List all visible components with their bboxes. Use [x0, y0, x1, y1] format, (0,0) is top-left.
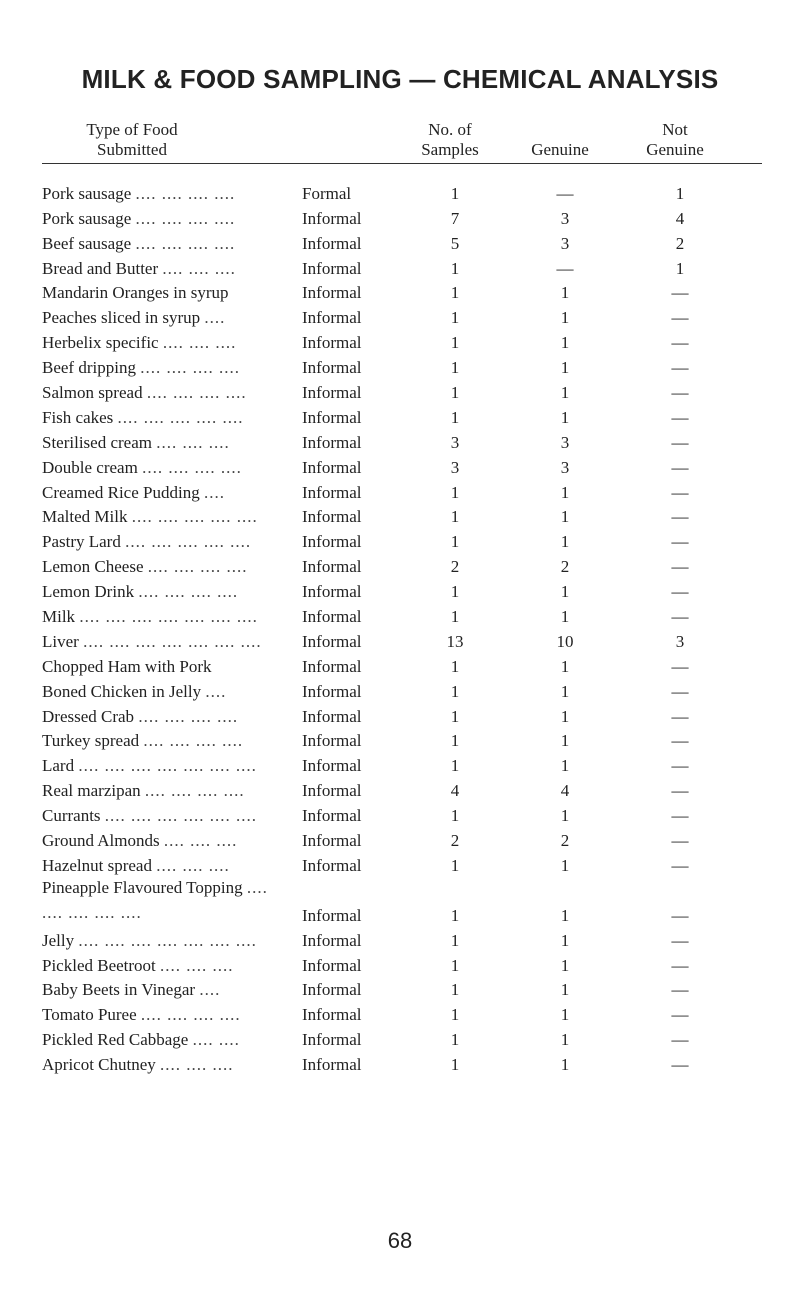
sample-kind: Informal	[302, 756, 362, 776]
leader-dots: .... .... .... ....	[147, 557, 248, 577]
leader-dots: .... .... ....	[162, 258, 236, 278]
samples-count: 1	[450, 607, 460, 627]
food-name: Fish cakes	[42, 407, 114, 427]
leader-dots: .... .... .... .... .... ....	[104, 806, 258, 826]
genuine-count: 1	[560, 806, 570, 826]
genuine-count: 1	[560, 582, 570, 602]
food-name: Boned Chicken in Jelly	[42, 681, 202, 701]
not-genuine-count: —	[671, 930, 689, 950]
sample-kind: Informal	[302, 607, 362, 627]
food-name: Double cream	[42, 457, 138, 477]
leader-dots: ....	[203, 482, 225, 502]
table-row	[0, 830, 800, 855]
genuine-count: 1	[560, 855, 570, 875]
not-genuine-count: —	[671, 333, 689, 353]
food-name: Baby Beets in Vinegar	[42, 980, 196, 1000]
food-name: Lard	[42, 756, 75, 776]
leader-dots: ....	[204, 308, 226, 328]
genuine-count: 1	[560, 706, 570, 726]
sample-kind: Informal	[302, 980, 362, 1000]
genuine-count: 3	[560, 208, 570, 228]
leader-dots: .... .... .... ....	[138, 582, 239, 602]
leader-dots: .... .... .... .... .... .... ....	[83, 631, 262, 651]
table-row	[0, 1004, 800, 1029]
table-row	[0, 233, 800, 258]
food-name: Currants	[42, 806, 101, 826]
food-name-cell	[42, 557, 288, 577]
food-name: Dressed Crab	[42, 706, 135, 726]
not-genuine-count: —	[671, 582, 689, 602]
leader-dots: .... .... ....	[162, 333, 237, 353]
sample-kind: Informal	[302, 831, 362, 851]
sample-kind: Informal	[302, 781, 362, 801]
table-row	[0, 980, 800, 1005]
sample-kind: Informal	[302, 955, 362, 975]
food-name: Liver	[42, 631, 79, 651]
samples-count: 1	[450, 308, 460, 328]
sample-kind: Informal	[302, 482, 362, 502]
sample-kind: Formal	[302, 183, 352, 203]
genuine-count: —	[556, 183, 574, 203]
header-type-line1: Type of Food	[86, 120, 178, 139]
food-name: Apricot Chutney	[42, 1055, 156, 1075]
leader-dots: .... .... ....	[156, 855, 230, 875]
food-name: Malted Milk	[42, 507, 128, 527]
samples-count: 1	[450, 731, 460, 751]
food-name: Tomato Puree	[42, 1005, 137, 1025]
table-row	[0, 631, 800, 656]
table-row	[0, 706, 800, 731]
page-title: MILK & FOOD SAMPLING — CHEMICAL ANALYSIS	[81, 64, 719, 94]
food-name-cell	[42, 458, 288, 478]
genuine-count: 1	[560, 756, 570, 776]
leader-dots: .... .... .... .... .... .... ....	[79, 607, 258, 627]
food-name: Turkey spread	[42, 731, 140, 751]
table-row	[0, 382, 800, 407]
food-name-cell	[42, 308, 288, 328]
food-name-cell	[42, 956, 288, 976]
food-name: Lemon Drink	[42, 582, 135, 602]
samples-count: 1	[450, 905, 460, 925]
not-genuine-count: —	[671, 507, 689, 527]
food-name-cell	[42, 259, 288, 279]
sample-kind: Informal	[302, 681, 362, 701]
leader-dots: .... .... .... ....	[142, 457, 242, 477]
genuine-count: 3	[560, 432, 570, 452]
sampling-table	[0, 183, 800, 1079]
samples-count: 4	[450, 781, 460, 801]
samples-count: 1	[450, 1055, 460, 1075]
food-name: Salmon spread	[42, 383, 143, 403]
genuine-count: 3	[560, 233, 570, 253]
table-row	[0, 307, 800, 332]
samples-count: 2	[450, 557, 460, 577]
food-name: Pickled Red Cabbage	[42, 1030, 189, 1050]
sample-kind: Informal	[302, 407, 362, 427]
samples-count: 1	[450, 582, 460, 602]
samples-count: 1	[450, 955, 460, 975]
sample-kind: Informal	[302, 731, 362, 751]
genuine-count: 1	[560, 532, 570, 552]
not-genuine-count: 1	[675, 258, 685, 278]
not-genuine-count: —	[671, 681, 689, 701]
food-name-cell	[42, 507, 288, 527]
not-genuine-count: —	[671, 482, 689, 502]
table-row	[0, 780, 800, 805]
leader-dots: .... .... .... ....	[135, 208, 236, 228]
not-genuine-count: —	[671, 756, 689, 776]
genuine-count: 4	[560, 781, 570, 801]
samples-count: 3	[450, 432, 460, 452]
food-name-cell	[42, 931, 288, 951]
genuine-count: 1	[560, 930, 570, 950]
leader-dots: .... .... .... ....	[143, 731, 244, 751]
not-genuine-count: —	[671, 955, 689, 975]
header-not-line2: Genuine	[646, 140, 704, 159]
table-row	[0, 1029, 800, 1054]
not-genuine-count: —	[671, 457, 689, 477]
genuine-count: 1	[560, 1055, 570, 1075]
genuine-count: 1	[560, 905, 570, 925]
food-name: Peaches sliced in syrup	[42, 308, 201, 328]
samples-count: 1	[450, 706, 460, 726]
leader-dots: .... .... .... ....	[144, 781, 245, 801]
not-genuine-count: 1	[675, 183, 685, 203]
header-genuine	[510, 140, 610, 160]
table-row	[0, 357, 800, 382]
table-row	[0, 556, 800, 581]
genuine-count: 1	[560, 681, 570, 701]
genuine-count: 1	[560, 358, 570, 378]
food-name: Pork sausage	[42, 183, 132, 203]
samples-count: 1	[450, 507, 460, 527]
header-type-of-food	[62, 120, 202, 160]
sample-kind: Informal	[302, 208, 362, 228]
not-genuine-count: —	[671, 432, 689, 452]
food-name: Pineapple Flavoured Topping	[42, 877, 243, 897]
header-type-line2: Submitted	[97, 140, 167, 159]
samples-count: 2	[450, 831, 460, 851]
genuine-count: 1	[560, 980, 570, 1000]
genuine-count: 1	[560, 1005, 570, 1025]
genuine-count: 2	[560, 831, 570, 851]
sample-kind: Informal	[302, 358, 362, 378]
not-genuine-count: —	[671, 308, 689, 328]
genuine-count: 1	[560, 482, 570, 502]
genuine-count: 1	[560, 607, 570, 627]
samples-count: 1	[450, 980, 460, 1000]
food-name-cell	[42, 1005, 288, 1025]
food-name-cell	[42, 831, 288, 851]
leader-dots: .... .... .... ....	[146, 383, 247, 403]
header-not-genuine	[620, 120, 730, 160]
samples-count: 1	[450, 482, 460, 502]
table-row	[0, 258, 800, 283]
header-no-line2: Samples	[421, 140, 479, 159]
leader-dots: .... ....	[192, 1030, 240, 1050]
food-name-cell	[42, 582, 288, 602]
food-name: Pastry Lard	[42, 532, 121, 552]
food-name-cell	[42, 731, 288, 751]
table-row	[0, 731, 800, 756]
table-row	[0, 656, 800, 681]
table-row	[0, 183, 800, 208]
sample-kind: Informal	[302, 905, 362, 925]
food-name-cell	[42, 333, 288, 353]
samples-count: 1	[450, 681, 460, 701]
header-genuine-label: Genuine	[531, 140, 589, 159]
table-row	[0, 208, 800, 233]
food-name-cell	[42, 632, 288, 652]
header-divider	[42, 163, 762, 164]
food-name: Herbelix specific	[42, 333, 159, 353]
table-row	[0, 877, 800, 930]
samples-count: 1	[450, 806, 460, 826]
leader-dots: .... .... .... .... ....	[117, 407, 244, 427]
genuine-count: 1	[560, 507, 570, 527]
food-name-cell	[42, 283, 288, 303]
not-genuine-count: —	[671, 781, 689, 801]
samples-count: 7	[450, 208, 460, 228]
not-genuine-count: 4	[675, 208, 685, 228]
food-name-cell	[42, 756, 288, 776]
food-name: Real marzipan	[42, 781, 141, 801]
sample-kind: Informal	[302, 582, 362, 602]
table-row	[0, 805, 800, 830]
table-row	[0, 581, 800, 606]
genuine-count: 1	[560, 283, 570, 303]
not-genuine-count: —	[671, 831, 689, 851]
food-name: Mandarin Oranges in syrup	[42, 283, 229, 303]
sample-kind: Informal	[302, 855, 362, 875]
genuine-count: 3	[560, 457, 570, 477]
table-row	[0, 930, 800, 955]
food-name-cell	[42, 806, 288, 826]
sample-kind: Informal	[302, 507, 362, 527]
leader-dots: .... .... ....	[160, 955, 234, 975]
sample-kind: Informal	[302, 432, 362, 452]
samples-count: 1	[450, 756, 460, 776]
sample-kind: Informal	[302, 333, 362, 353]
food-name-cell	[42, 607, 288, 627]
table-row	[0, 482, 800, 507]
table-row	[0, 332, 800, 357]
not-genuine-count: 3	[675, 631, 685, 651]
not-genuine-count: —	[671, 706, 689, 726]
food-name: Chopped Ham with Pork	[42, 656, 212, 676]
sample-kind: Informal	[302, 532, 362, 552]
not-genuine-count: —	[671, 855, 689, 875]
food-name: Beef dripping	[42, 358, 136, 378]
leader-dots: .... .... .... ....	[135, 233, 236, 253]
food-name-cell	[42, 483, 288, 503]
genuine-count: 1	[560, 656, 570, 676]
sample-kind: Informal	[302, 457, 362, 477]
food-name: Creamed Rice Pudding	[42, 482, 200, 502]
food-name-cell	[42, 383, 288, 403]
not-genuine-count: —	[671, 1055, 689, 1075]
samples-count: 1	[450, 358, 460, 378]
not-genuine-count: —	[671, 407, 689, 427]
samples-count: 1	[450, 383, 460, 403]
sample-kind: Informal	[302, 930, 362, 950]
header-no-of-samples	[405, 120, 495, 160]
food-name-cell	[42, 657, 288, 677]
leader-dots: .... .... ....	[156, 432, 230, 452]
food-name: Milk	[42, 607, 76, 627]
table-row	[0, 457, 800, 482]
table-row	[0, 283, 800, 308]
sample-kind: Informal	[302, 283, 362, 303]
food-name-cell	[42, 707, 288, 727]
food-name-cell	[42, 234, 288, 254]
samples-count: 5	[450, 233, 460, 253]
not-genuine-count: 2	[675, 233, 685, 253]
not-genuine-count: —	[671, 1030, 689, 1050]
sample-kind: Informal	[302, 233, 362, 253]
food-name-cell	[42, 1030, 288, 1050]
leader-dots: .... .... .... ....	[135, 183, 236, 203]
food-name-cell	[42, 209, 288, 229]
leader-dots: .... .... .... ....	[138, 706, 239, 726]
food-name: Lemon Cheese	[42, 557, 144, 577]
samples-count: 3	[450, 457, 460, 477]
food-name: Beef sausage	[42, 233, 132, 253]
samples-count: 1	[450, 532, 460, 552]
sample-kind: Informal	[302, 631, 362, 651]
table-row	[0, 606, 800, 631]
not-genuine-count: —	[671, 557, 689, 577]
genuine-count: 1	[560, 955, 570, 975]
sample-kind: Informal	[302, 1055, 362, 1075]
not-genuine-count: —	[671, 656, 689, 676]
table-row	[0, 507, 800, 532]
header-not-line1: Not	[662, 120, 688, 139]
leader-dots: .... .... .... ....	[140, 358, 240, 378]
not-genuine-count: —	[671, 607, 689, 627]
genuine-count: 1	[560, 731, 570, 751]
table-row	[0, 955, 800, 980]
genuine-count: 10	[556, 631, 574, 651]
leader-dots: .... .... .... ....	[140, 1005, 241, 1025]
food-name-cell	[42, 408, 288, 428]
samples-count: 1	[450, 283, 460, 303]
leader-dots: .... .... .... .... ....	[131, 507, 258, 527]
not-genuine-count: —	[671, 980, 689, 1000]
sample-kind: Informal	[302, 706, 362, 726]
food-name: Pickled Beetroot	[42, 955, 156, 975]
food-name-cell	[42, 184, 288, 204]
sample-kind: Informal	[302, 308, 362, 328]
genuine-count: 1	[560, 308, 570, 328]
genuine-count: 2	[560, 557, 570, 577]
leader-dots: .... .... .... .... ....	[42, 877, 268, 922]
food-name: Ground Almonds	[42, 831, 160, 851]
leader-dots: .... .... .... .... .... .... ....	[78, 756, 257, 776]
sample-kind: Informal	[302, 557, 362, 577]
samples-count: 1	[450, 930, 460, 950]
sample-kind: Informal	[302, 656, 362, 676]
not-genuine-count: —	[671, 532, 689, 552]
food-name-cell	[42, 682, 288, 702]
table-row	[0, 681, 800, 706]
samples-count: 13	[446, 631, 464, 651]
sample-kind: Informal	[302, 1005, 362, 1025]
page-number: 68	[387, 1228, 413, 1253]
not-genuine-count: —	[671, 806, 689, 826]
samples-count: 1	[450, 333, 460, 353]
samples-count: 1	[450, 1005, 460, 1025]
not-genuine-count: —	[671, 905, 689, 925]
table-row	[0, 531, 800, 556]
samples-count: 1	[450, 407, 460, 427]
leader-dots: .... .... ....	[163, 831, 238, 851]
leader-dots: .... .... .... .... ....	[125, 532, 252, 552]
not-genuine-count: —	[671, 358, 689, 378]
food-name: Bread and Butter	[42, 258, 159, 278]
food-name: Hazelnut spread	[42, 855, 152, 875]
table-row	[0, 755, 800, 780]
samples-count: 1	[450, 258, 460, 278]
samples-count: 1	[450, 855, 460, 875]
not-genuine-count: —	[671, 1005, 689, 1025]
food-name-cell	[42, 358, 288, 378]
genuine-count: 1	[560, 407, 570, 427]
food-name-cell	[42, 532, 288, 552]
genuine-count: 1	[560, 333, 570, 353]
not-genuine-count: —	[671, 383, 689, 403]
sample-kind: Informal	[302, 1030, 362, 1050]
food-name: Sterilised cream	[42, 432, 152, 452]
leader-dots: ....	[199, 980, 221, 1000]
sample-kind: Informal	[302, 383, 362, 403]
sample-kind: Informal	[302, 258, 362, 278]
samples-count: 1	[450, 183, 460, 203]
food-name-cell	[42, 856, 288, 876]
header-no-line1: No. of	[428, 120, 472, 139]
not-genuine-count: —	[671, 731, 689, 751]
food-name-cell	[42, 433, 288, 453]
leader-dots: ....	[205, 681, 227, 701]
table-row	[0, 1054, 800, 1079]
food-name: Jelly	[42, 930, 75, 950]
food-name-cell	[42, 980, 288, 1000]
genuine-count: —	[556, 258, 574, 278]
food-name-cell	[42, 781, 288, 801]
table-row	[0, 432, 800, 457]
sample-kind: Informal	[302, 806, 362, 826]
food-name-cell	[42, 1055, 288, 1075]
samples-count: 1	[450, 656, 460, 676]
samples-count: 1	[450, 1030, 460, 1050]
table-row	[0, 407, 800, 432]
genuine-count: 1	[560, 1030, 570, 1050]
not-genuine-count: —	[671, 283, 689, 303]
genuine-count: 1	[560, 383, 570, 403]
leader-dots: .... .... .... .... .... .... ....	[78, 930, 257, 950]
leader-dots: .... .... ....	[160, 1055, 234, 1075]
food-name: Pork sausage	[42, 208, 132, 228]
food-name-cell	[42, 876, 288, 926]
